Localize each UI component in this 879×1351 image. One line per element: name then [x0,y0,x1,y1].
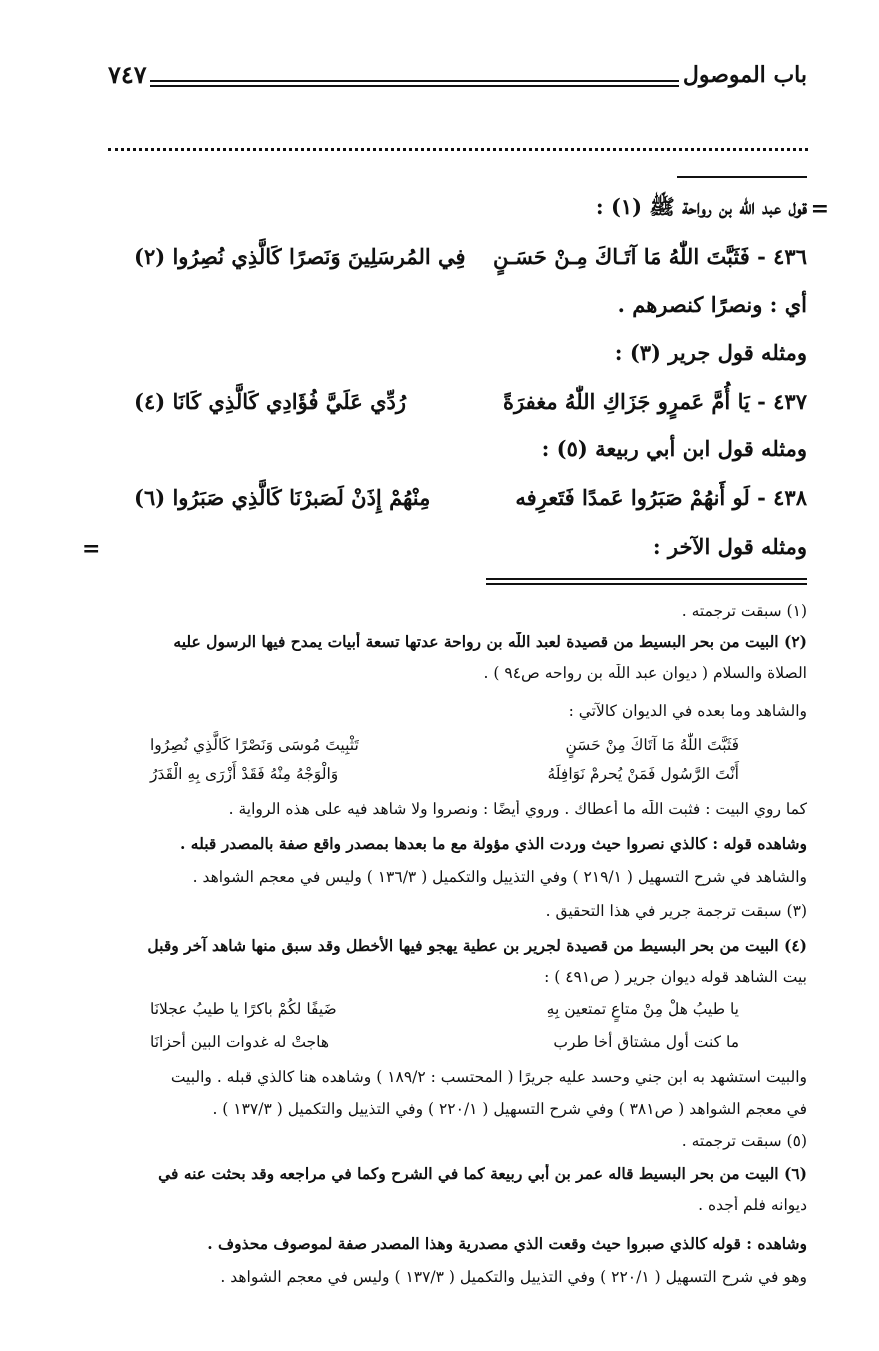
jarir-line: ومثله قول جرير (٣) : [614,340,807,365]
footnote-rule [486,578,807,585]
footnote-4-line-3: والبيت استشهد به ابن جني وحسد عليه جريرًا ( المحتسب : ١٨٩/٢ ) وشاهده هنا كالذي قبله . والبيت [170,1068,807,1086]
chapter-title: باب الموصول [682,62,807,88]
equals-mark-end: = [82,536,101,562]
footnote-verse-2a: أَنْتَ الرَّسُول فَمَنْ يُحرمْ نَوَافِلَهُ [547,765,739,783]
footnote-4-line-2: بيت الشاهد قوله ديوان جرير ( ص٤٩١ ) : [544,968,807,986]
footnote-6-line-1: (٦) البيت من بحر البسيط قاله عمر بن أبي ربيعة كما في الشرح وكما في مراجعه وقد بحثت عنه في [158,1164,807,1183]
intro-line: قول عبد اللّٰه بن رواحة ﷺ (١) : [595,194,807,219]
footnote-6-line-2: ديوانه فلم أجده . [698,1196,807,1214]
footnote-4-line-4: في معجم الشواهد ( ص٣٨١ ) وفي شرح التسهيل ( ٢٢٠/١ ) وفي التذييل والتكميل ( ١٣٧/٣ ) . [212,1100,807,1118]
footnote-2-line-2: الصلاة والسلام ( ديوان عبد اللّٰه بن رواحه ص٩٤ ) . [483,664,807,682]
footnote-6-line-3: وشاهده : قوله كالذي صبروا حيث وقعت الذي مصدرية وهذا المصدر صفة لموصوف محذوف . [207,1234,807,1253]
footnote-verse-3a: يا طيبُ هلْ مِنْ متاعٍ تمتعين بِهِ [546,1000,739,1018]
footnote-verse-2b: وَالْوَجْهُ مِنْهُ فَقَدْ أَزْرَى بِهِ الْقَدَرُ [150,765,339,783]
verse-436-second-half: فِي المُرسَلِينَ وَنَصرًا كَالَّذِي نُصِرُوا (٢) [134,244,466,269]
dotted-separator [108,138,808,151]
header-rule [150,80,679,87]
verse-438-second-half: مِنْهُمْ إِذَنْ لَصَبرْنَا كَالَّذِي صَبَرُوا (٦) [134,485,431,510]
verse-436-first-half: ٤٣٦ - فَثَبَّتَ اللّٰهُ مَا آتَـاكَ مِـنْ حَسَـنٍ [493,244,807,269]
page-number: ٧٤٧ [108,60,147,89]
footnote-2-line-1: (٢) البيت من بحر البسيط من قصيدة لعبد اللّٰه بن رواحة عدتها تسعة أبيات يمدح فيها الرسول عليه [173,632,807,651]
footnote-2-line-5: وشاهده قوله : كالذي نصروا حيث وردت الذي مؤولة مع ما بعدها بمصدر واقع صفة بالمصدر قبله . [179,834,807,853]
footnote-1: (١) سبقت ترجمته . [681,602,807,620]
footnote-3: (٣) سبقت ترجمة جرير في هذا التحقيق . [545,902,807,920]
other-line: ومثله قول الآخر : [652,534,807,559]
verse-438-first-half: ٤٣٨ - لَو أَنهُمْ صَبَرُوا عَمدًا فَتَعرِفه [515,485,807,510]
footnote-5: (٥) سبقت ترجمته . [681,1132,807,1150]
footnote-2-line-6: والشاهد في شرح التسهيل ( ٢١٩/١ ) وفي التذييل والتكميل ( ١٣٦/٣ ) وليس في معجم الشواهد . [192,868,807,886]
explanation-line: أي : ونصرًا كنصرهم . [617,292,807,317]
short-rule [677,176,807,178]
footnote-verse-1b: تَثْبِيتَ مُوسَى وَنَصْرًا كَالَّذِي نُصِرُوا [150,736,359,754]
footnote-2-line-3: والشاهد وما بعده في الديوان كالآتي : [568,702,807,720]
verse-437-second-half: رُدِّي عَلَيَّ فُؤَادِي كَالَّذِي كَانَا (٤) [134,389,407,414]
footnote-6-line-4: وهو في شرح التسهيل ( ٢٢٠/١ ) وفي التذييل والتكميل ( ١٣٧/٣ ) وليس في معجم الشواهد . [220,1268,807,1286]
equals-mark-start: = [810,196,829,222]
footnote-verse-4b: هاجتْ له غدوات البين أحزانَا [150,1033,330,1051]
verse-437-first-half: ٤٣٧ - يَا أُمَّ عَمرٍو جَزَاكِ اللّٰهُ مغفرَةً [503,389,807,414]
footnote-verse-4a: ما كنت أول مشتاق أخا طرب [553,1033,739,1051]
footnote-verse-3b: ضَيفًا لكُمْ باكرًا يا طيبُ عجلانَا [150,1000,337,1018]
footnote-verse-1a: فَثَبَّتَ اللّٰهُ مَا آتَاكَ مِنْ حَسَنٍ [565,736,739,754]
ibn-abi-rabia-line: ومثله قول ابن أبي ربيعة (٥) : [541,436,807,461]
footnote-4-line-1: (٤) البيت من بحر البسيط من قصيدة لجرير بن عطية يهجو فيها الأخطل وقد سبق منها شاهد آخر وقبل [147,936,807,955]
footnote-2-line-4: كما روي البيت : فثبت اللّٰه ما أعطاك . وروي أيضًا : ونصروا ولا شاهد فيه على هذه الرواية . [228,800,807,818]
